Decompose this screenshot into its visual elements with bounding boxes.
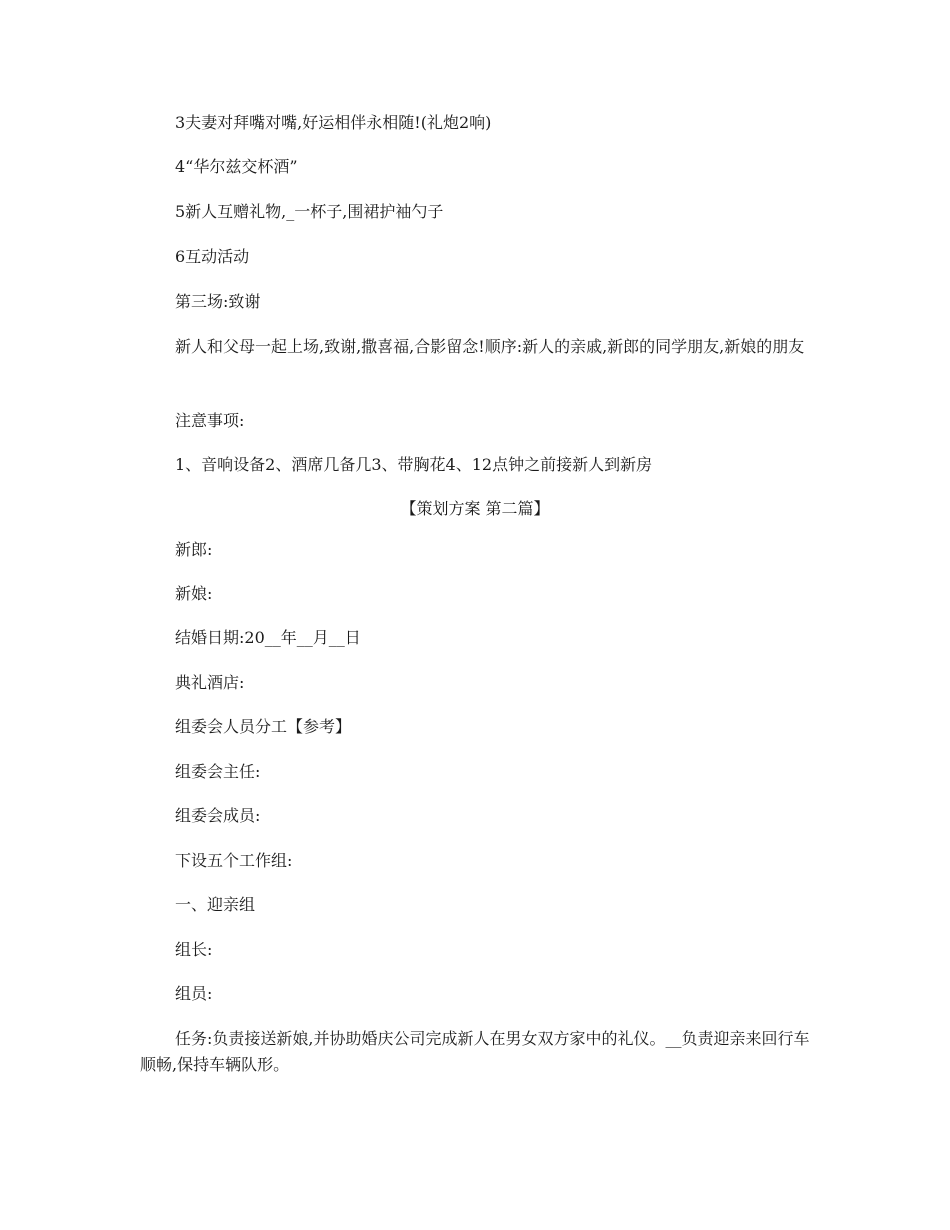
ceremony-step-3: 3夫妻对拜嘴对嘴,好运相伴永相随!(礼炮2响) <box>175 113 492 132</box>
bride-field: 新娘: <box>175 584 213 603</box>
notes-items: 1、音响设备2、酒席几备几3、带胸花4、12点钟之前接新人到新房 <box>175 455 653 474</box>
section-title: 【策划方案 第二篇】 <box>400 499 550 518</box>
committee-members-field: 组委会成员: <box>175 806 261 825</box>
hotel-field: 典礼酒店: <box>175 673 245 692</box>
group1-task-paragraph: 任务:负责接送新娘,并协助婚庆公司完成新人在男女双方家中的礼仪。__负责迎亲来回行车顺畅,保持车辆队形。 <box>140 1029 810 1074</box>
ceremony-step-4: 4“华尔兹交杯酒” <box>175 157 298 176</box>
work-groups-heading: 下设五个工作组: <box>175 851 293 870</box>
group1-members-field: 组员: <box>175 984 213 1003</box>
third-scene-heading: 第三场:致谢 <box>175 292 261 311</box>
ceremony-step-5: 5新人互赠礼物,_一杯子,围裙护袖勺子 <box>175 202 444 221</box>
committee-head-field: 组委会主任: <box>175 762 261 781</box>
group1-title: 一、迎亲组 <box>175 895 256 914</box>
ceremony-step-6: 6互动活动 <box>175 247 250 266</box>
groom-field: 新郎: <box>175 540 213 559</box>
group1-leader-field: 组长: <box>175 940 213 959</box>
wedding-date-field: 结婚日期:20__年__月__日 <box>175 628 361 647</box>
notes-title: 注意事项: <box>175 411 245 430</box>
committee-heading: 组委会人员分工【参考】 <box>175 717 352 736</box>
thanks-paragraph: 新人和父母一起上场,致谢,撒喜福,合影留念!顺序:新人的亲戚,新郎的同学朋友,新娘的朋友 <box>175 337 805 356</box>
